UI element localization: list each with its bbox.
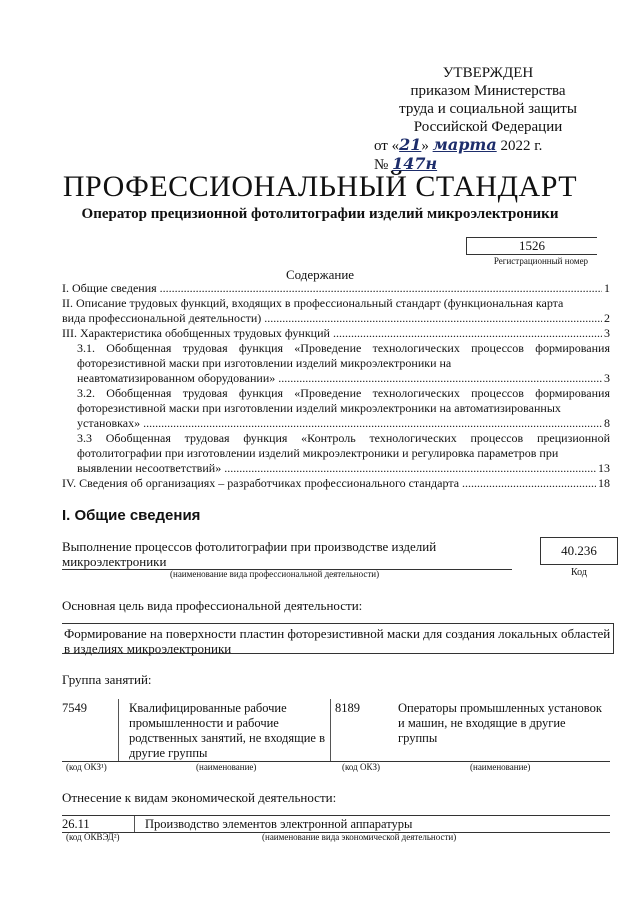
okz-code-caption: (код ОКЗ) <box>342 762 380 772</box>
group-label: Группа занятий: <box>62 672 152 687</box>
registration-label: Регистрационный номер <box>493 256 589 266</box>
activity-name: Выполнение процессов фотолитографии при производстве изделий микроэлектроники <box>62 539 437 569</box>
okz-code-cell: 8189 <box>330 699 388 761</box>
toc-entry[interactable] <box>62 431 610 476</box>
activity-code: 40.236 <box>540 537 618 565</box>
handwritten-number: 147н <box>392 154 438 173</box>
toc-entry-page: 8 <box>604 416 610 430</box>
toc-entry[interactable] <box>62 326 610 341</box>
approval-line: Российской Федерации <box>413 119 563 135</box>
toc-entry[interactable] <box>62 281 610 296</box>
code-caption: Код <box>571 567 587 578</box>
table-of-contents <box>62 281 610 491</box>
okved-code-cell: 26.11 <box>62 817 90 831</box>
approval-line: приказом Министерства <box>410 83 566 99</box>
okz-name-caption: (наименование) <box>470 762 531 772</box>
goal-label: Основная цель вида профессиональной деятельности: <box>62 598 363 613</box>
toc-entry[interactable] <box>62 296 610 326</box>
toc-entry-page: 3 <box>604 326 610 340</box>
toc-title: Содержание <box>285 267 355 282</box>
toc-entry-text: выявлении несоответствий» ..... <box>77 461 596 476</box>
okved-label: Отнесение к видам экономической деятельности: <box>62 790 337 805</box>
registration-number: 1526 <box>466 237 597 255</box>
toc-entry-text: 3.1. Обобщенная трудовая функция «Проведение технологических процессов формирования фоторезистивной маски при изготовлении изделий микроэлектроники на <box>77 341 610 370</box>
date-prefix: от « <box>374 138 400 154</box>
toc-entry-text: установках» ..... <box>77 416 602 431</box>
okz-name-cell: Квалифицированные рабочие промышленности и рабочие родственных занятий, не входящие в другие группы <box>118 699 330 761</box>
approval-block <box>368 64 608 174</box>
toc-entry-page: 18 <box>598 476 610 490</box>
toc-entry-text: вида профессиональной деятельности) ..... <box>62 311 602 326</box>
toc-entry-text: 3.2. Обобщенная трудовая функция «Проведение технологических процессов формирования фоторезистивной маски при изготовлении изделий микроэлектроники на автоматизированных <box>77 386 610 415</box>
toc-entry-text: IV. Сведения об организациях – разработчиках профессионального стандарта ..... <box>62 476 596 491</box>
approval-line: труда и социальной защиты <box>399 101 577 117</box>
toc-entry-text: III. Характеристика обобщенных трудовых функций ..... <box>62 326 602 341</box>
okved-name-caption: (наименование вида экономической деятельности) <box>262 832 457 842</box>
handwritten-month: марта <box>432 135 497 154</box>
date-year: 2022 г. № <box>374 138 543 173</box>
approval-heading: УТВЕРЖДЕН <box>442 65 534 81</box>
section-heading: I. Общие сведения <box>62 507 201 524</box>
okved-name-cell: Производство элементов электронной аппаратуры <box>134 816 412 832</box>
okz-code-caption: (код ОКЗ¹) <box>66 762 107 772</box>
toc-entry[interactable] <box>62 386 610 431</box>
toc-entry-text: 3.3 Обобщенная трудовая функция «Контроль технологических процессов прецизионной фотолитографии при изготовлении изделий микроэлектроники и регулировка параметров при <box>77 431 610 460</box>
okz-name-caption: (наименование) <box>196 762 257 772</box>
toc-entry-page: 3 <box>604 371 610 385</box>
activity-caption: (наименование вида профессиональной деятельности) <box>170 569 380 579</box>
okved-code-caption: (код ОКВЭД²) <box>66 832 120 842</box>
toc-entry-text: I. Общие сведения ..... <box>62 281 602 296</box>
toc-entry-text: неавтоматизированном оборудовании» ..... <box>77 371 602 386</box>
document-title: ПРОФЕССИОНАЛЬНЫЙ СТАНДАРТ <box>62 170 578 203</box>
date-quote: » <box>421 138 429 154</box>
okved-table <box>62 815 610 833</box>
okz-code-cell: 7549 <box>62 701 87 715</box>
toc-entry-page: 2 <box>604 311 610 325</box>
toc-entry-page: 1 <box>604 281 610 295</box>
toc-entry-page: 13 <box>598 461 610 475</box>
okz-name-cell: Операторы промышленных установок и машин, не входящие в другие группы <box>398 701 602 745</box>
goal-text: Формирование на поверхности пластин фоторезистивной маски для создания локальных областей в изделиях микроэлектроники <box>62 623 614 654</box>
toc-entry[interactable] <box>62 341 610 386</box>
occupation-group-table <box>62 699 610 762</box>
handwritten-day: 21 <box>399 135 422 154</box>
toc-entry-text: II. Описание трудовых функций, входящих в профессиональный стандарт (функциональная карта <box>62 296 564 310</box>
document-subtitle: Оператор прецизионной фотолитографии изделий микроэлектроники <box>81 206 559 222</box>
approval-date <box>368 136 608 174</box>
toc-entry[interactable] <box>62 476 610 491</box>
